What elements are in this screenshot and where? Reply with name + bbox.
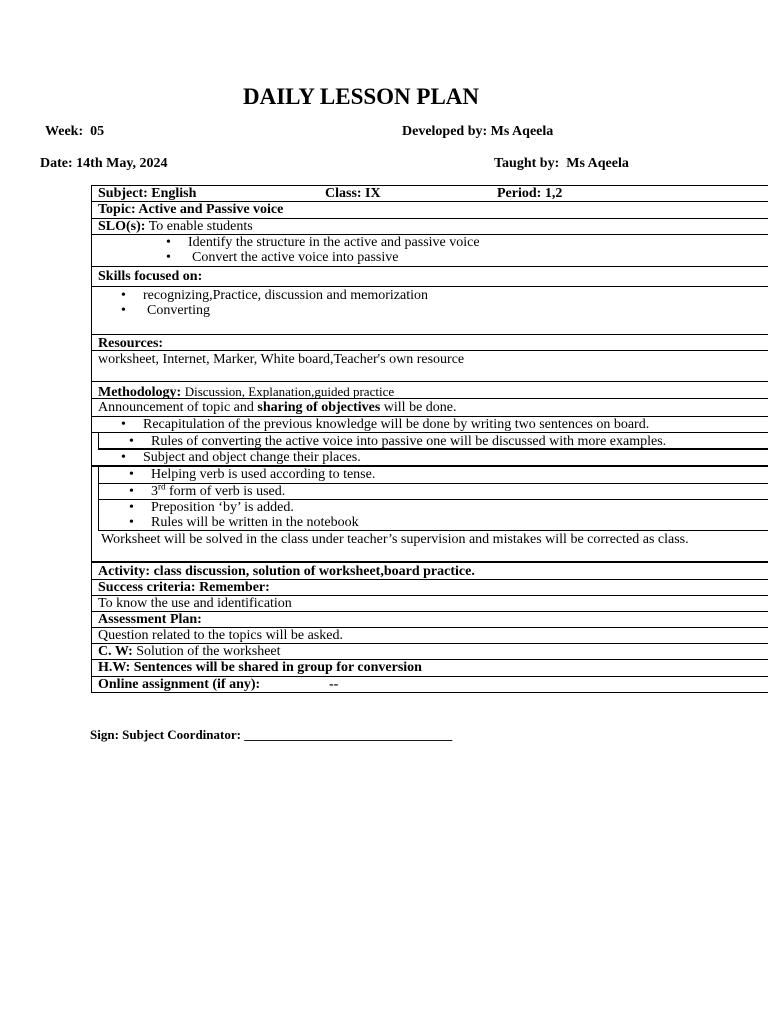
taught-value: Ms Aqeela xyxy=(566,156,629,171)
list-item: • Preposition ‘by’ is added. xyxy=(151,500,768,515)
list-item: • Identify the structure in the active and passive voice xyxy=(188,235,768,250)
week-value: 05 xyxy=(90,124,105,139)
online-value: -- xyxy=(329,677,339,692)
list-item: • recognizing,Practice, discussion and memorization xyxy=(143,288,768,303)
list-item: • Rules of converting the active voice into passive one will be discussed with more examples. xyxy=(151,434,768,449)
methodology-row xyxy=(92,382,768,399)
developed-by-field xyxy=(402,124,553,140)
subject-object-row xyxy=(92,450,768,467)
skills-list xyxy=(92,287,768,335)
list-item: • Helping verb is used according to tense. xyxy=(151,467,768,482)
announcement-row xyxy=(92,399,768,417)
class-cell: Class: IX xyxy=(325,186,381,201)
list-item: • Recapitulation of the previous knowledge will be done by writing two sentences on board. xyxy=(143,417,768,432)
list-item: • Convert the active voice into passive xyxy=(188,250,768,265)
date-field xyxy=(40,156,168,172)
third-number: 3 xyxy=(151,484,158,499)
homework-row: H.W: Sentences will be shared in group for conversion xyxy=(92,660,768,677)
developed-value: Ms Aqeela xyxy=(490,124,554,139)
sign-label: Sign: Subject Coordinator: xyxy=(90,727,241,742)
date-label: Date: xyxy=(40,156,73,171)
period-cell: Period: 1,2 xyxy=(497,186,563,201)
methodology-text: Discussion, Explanation,guided practice xyxy=(184,384,395,399)
list-item: • Converting xyxy=(143,303,768,318)
skills-label-row: Skills focused on: xyxy=(92,267,768,287)
third-form-row xyxy=(98,481,768,500)
online-row xyxy=(92,677,768,693)
third-text: form of verb is used. xyxy=(169,484,286,499)
sign-line: ________________________________ xyxy=(244,727,453,742)
helping-verb-row xyxy=(98,467,768,484)
classwork-text: Solution of the worksheet xyxy=(136,644,281,659)
slo-label: SLO(s): xyxy=(98,219,146,234)
date-value: 14th May, 2024 xyxy=(76,156,168,171)
subject-row xyxy=(92,186,768,202)
success-row: Success criteria: Remember: xyxy=(92,580,768,596)
developed-label: Developed by: xyxy=(402,124,488,139)
announcement-post: will be done. xyxy=(383,400,457,415)
topic-row: Topic: Active and Passive voice xyxy=(92,202,768,219)
resources-row: worksheet, Internet, Marker, White board,Teacher's own resource xyxy=(92,351,768,382)
preposition-row xyxy=(98,500,768,531)
slo-row xyxy=(92,219,768,235)
coordinator-signature xyxy=(90,727,452,743)
page-title: DAILY LESSON PLAN xyxy=(242,84,480,109)
list-item xyxy=(151,481,768,499)
taught-by-field xyxy=(494,156,629,172)
rules-discuss-row xyxy=(98,433,768,450)
announcement-pre: Announcement of topic and xyxy=(98,400,254,415)
list-item: • Subject and object change their places. xyxy=(143,450,768,465)
classwork-row xyxy=(92,644,768,660)
taught-label: Taught by: xyxy=(494,156,560,171)
classwork-label: C. W: xyxy=(98,644,133,659)
slo-list xyxy=(92,235,768,267)
activity-row: Activity: class discussion, solution of worksheet,board practice. xyxy=(92,563,768,580)
slo-text: To enable students xyxy=(148,219,253,234)
question-row: Question related to the topics will be asked. xyxy=(92,628,768,644)
online-label: Online assignment (if any): xyxy=(98,677,261,692)
recap-row xyxy=(92,417,768,433)
week-field xyxy=(45,124,104,140)
know-row: To know the use and identification xyxy=(92,596,768,612)
resources-label-row: Resources: xyxy=(92,335,768,351)
announcement-bold: sharing of objectives xyxy=(257,400,381,415)
list-item: • Rules will be written in the notebook xyxy=(151,515,768,530)
third-superscript: rd xyxy=(158,481,166,492)
lesson-plan-table xyxy=(91,185,768,693)
worksheet-row: Worksheet will be solved in the class under teacher’s supervision and mistakes will be corrected as class. xyxy=(92,531,768,563)
assessment-row: Assessment Plan: xyxy=(92,612,768,628)
subject-cell: Subject: English xyxy=(98,186,197,201)
week-label: Week: xyxy=(45,124,84,139)
methodology-label: Methodology: xyxy=(98,385,182,400)
